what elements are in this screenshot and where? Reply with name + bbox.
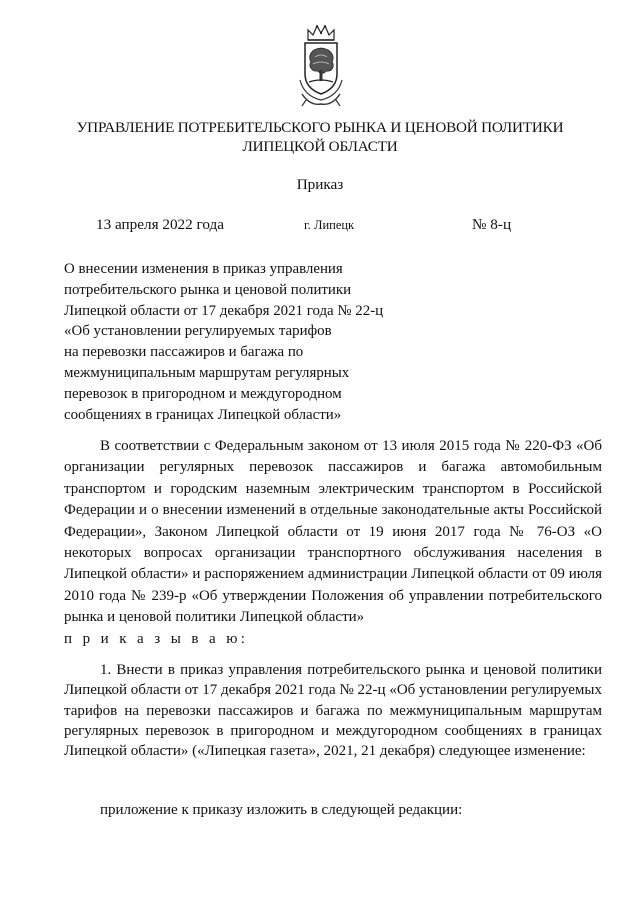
clause-appendix-block: [64, 800, 602, 821]
preamble-block: [64, 436, 602, 650]
document-city: г. Липецк: [304, 218, 355, 232]
subject-line: «Об установлении регулируемых тарифов: [64, 323, 332, 340]
document-date: 13 апреля 2022 года: [96, 216, 224, 233]
subject-line: О внесении изменения в приказ управления: [64, 261, 343, 277]
preamble-paragraph: В соответствии с Федеральным законом от 13 июля 2015 года № 220-ФЗ «Об организации регулярных перевозок пассажиров и багажа автомобильным транспортом и городским наземным электрическим транспортом в Российской Федерации и о внесении изменений в отдельные законодательные акты Российской Федерации», Законом Липецкой области от 19 июня 2017 года № 76-ОЗ «О некоторых вопросах организации транспортного обслуживания населения в Липецкой области» и распоряжением администрации Липецкой области от 09 июля 2010 года № 239-р «Об утверждении Положения об управлении потребительского рынка и ценовой политики Липецкой области»: [64, 438, 602, 626]
clause-1-block: [64, 660, 602, 761]
subject-line: межмуниципальным маршрутам регулярных: [64, 364, 350, 381]
order-directive: п р и к а з ы в а ю:: [64, 630, 249, 647]
subject-line: Липецкой области от 17 декабря 2021 года № 22-ц: [64, 302, 384, 319]
document-type-title: Приказ: [296, 176, 344, 193]
clause-1-paragraph: 1. Внести в приказ управления потребительского рынка и ценовой политики Липецкой области от 17 декабря 2021 года № 22-ц «Об установлении регулируемых тарифов на перевозки пассажиров и багажа по межмуниципальным маршрутам регулярных перевозок в пригородном и междугородном сообщениях в границах Липецкой области» («Липецкая газета», 2021, 21 декабря) следующее изменение:: [64, 662, 602, 760]
appendix-paragraph: приложение к приказу изложить в следующей редакции:: [100, 802, 463, 818]
subject-line: перевозок в пригородном и междугородном: [64, 385, 342, 402]
agency-name-line2: ЛИПЕЦКОЙ ОБЛАСТИ: [242, 138, 398, 155]
coat-of-arms-emblem: [296, 24, 346, 108]
agency-name-line1: УПРАВЛЕНИЕ ПОТРЕБИТЕЛЬСКОГО РЫНКА И ЦЕНОВОЙ ПОЛИТИКИ: [76, 119, 564, 136]
document-number: № 8-ц: [472, 216, 512, 233]
document-subject: [64, 259, 394, 425]
subject-line: потребительского рынка и ценовой политики: [64, 281, 352, 298]
subject-line: на перевозки пассажиров и багажа по: [64, 344, 304, 361]
subject-line: сообщениях в границах Липецкой области»: [64, 406, 342, 423]
